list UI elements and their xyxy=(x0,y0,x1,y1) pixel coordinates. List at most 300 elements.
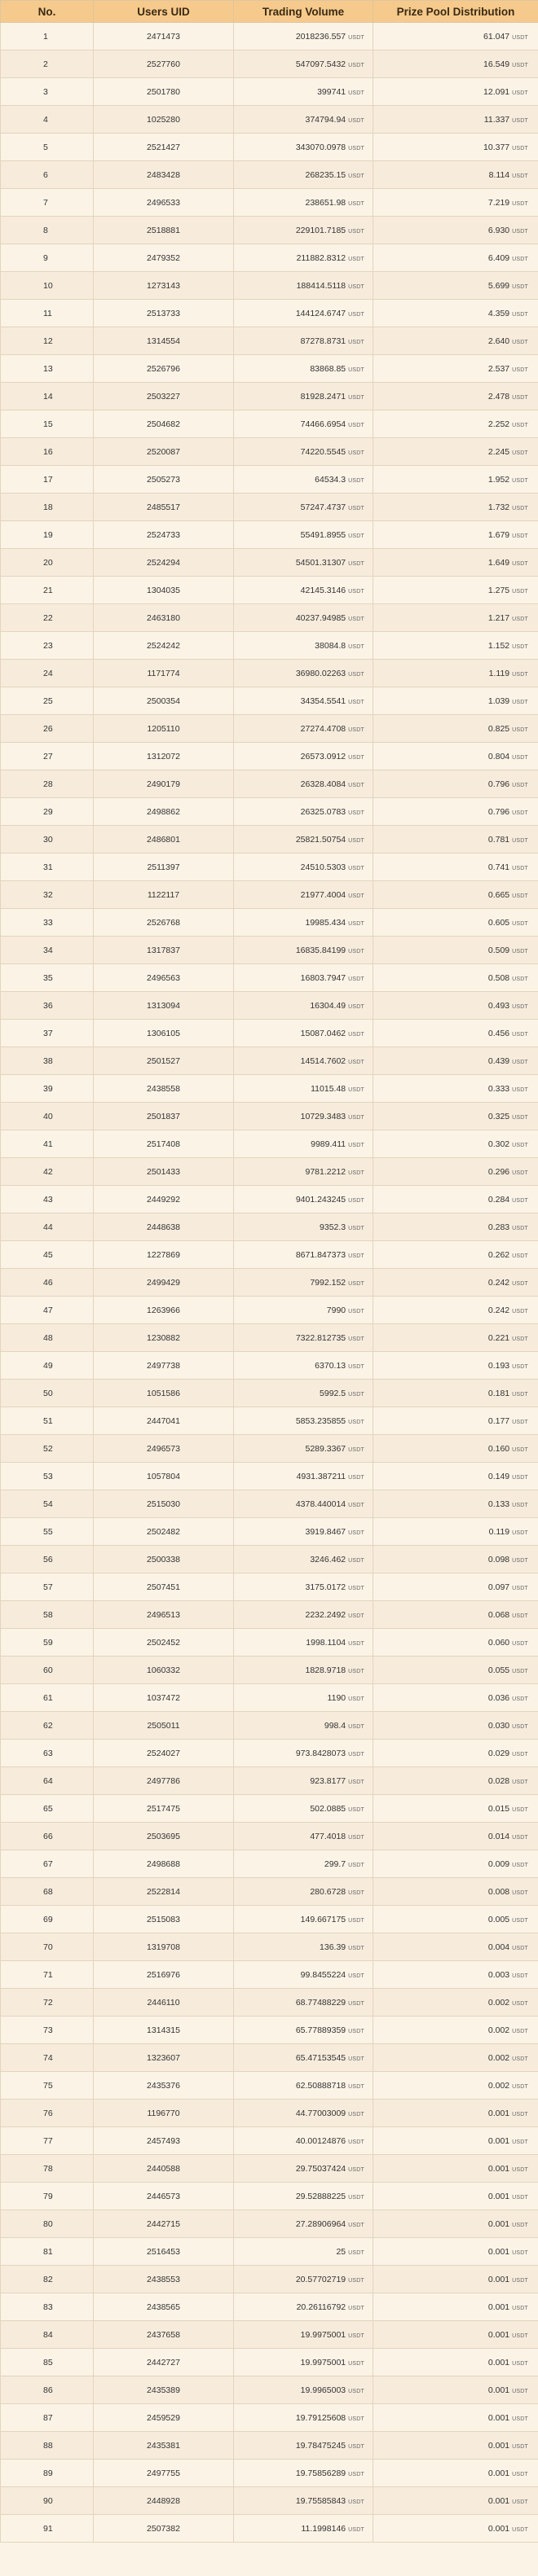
table-row xyxy=(1,1352,538,1380)
prize-value: 0.002 xyxy=(487,2052,510,2063)
rank-cell: 55 xyxy=(1,1518,94,1546)
prize-unit: USDT xyxy=(512,2166,528,2173)
table-row xyxy=(1,1518,538,1546)
uid-cell: 2471473 xyxy=(94,23,234,50)
trading-volume-unit: USDT xyxy=(348,810,364,816)
trading-volume-unit: USDT xyxy=(348,34,364,41)
uid-cell: 2501837 xyxy=(94,1103,234,1130)
uid-cell: 1171774 xyxy=(94,660,234,687)
prize-cell xyxy=(373,1324,538,1352)
trading-volume-cell xyxy=(234,1684,373,1712)
trading-volume-unit: USDT xyxy=(348,2416,364,2422)
table-body xyxy=(1,23,538,2543)
trading-volume-unit: USDT xyxy=(348,920,364,927)
table-row xyxy=(1,1463,538,1490)
header-users-uid: Users UID xyxy=(94,1,234,23)
rank-cell: 43 xyxy=(1,1186,94,1213)
prize-unit: USDT xyxy=(512,2443,528,2450)
rank-cell: 66 xyxy=(1,1823,94,1850)
trading-volume-value: 7990 xyxy=(326,1305,346,1315)
trading-volume-cell xyxy=(234,1213,373,1241)
prize-unit: USDT xyxy=(512,1419,528,1425)
uid-cell: 2503227 xyxy=(94,383,234,410)
prize-value: 1.217 xyxy=(487,612,510,623)
trading-volume-cell xyxy=(234,2155,373,2183)
table-row xyxy=(1,244,538,272)
trading-volume-cell xyxy=(234,632,373,660)
uid-cell: 2501433 xyxy=(94,1158,234,1186)
uid-cell: 2435381 xyxy=(94,2432,234,2460)
table-row xyxy=(1,577,538,604)
prize-unit: USDT xyxy=(512,616,528,622)
prize-value: 0.001 xyxy=(487,2440,510,2451)
trading-volume-cell xyxy=(234,2515,373,2543)
prize-cell xyxy=(373,1130,538,1158)
table-row xyxy=(1,2404,538,2432)
table-row xyxy=(1,2321,538,2349)
prize-value: 0.001 xyxy=(487,2218,510,2229)
table-row xyxy=(1,2210,538,2238)
prize-value: 0.508 xyxy=(487,972,510,983)
uid-cell: 2520087 xyxy=(94,438,234,466)
prize-unit: USDT xyxy=(512,1253,528,1259)
table-row xyxy=(1,1767,538,1795)
trading-volume-unit: USDT xyxy=(348,1640,364,1647)
prize-cell xyxy=(373,50,538,78)
table-row xyxy=(1,2376,538,2404)
rank-cell: 86 xyxy=(1,2376,94,2404)
prize-value: 0.262 xyxy=(487,1249,510,1260)
rank-cell: 53 xyxy=(1,1463,94,1490)
rank-cell: 8 xyxy=(1,217,94,244)
prize-cell xyxy=(373,632,538,660)
trading-volume-unit: USDT xyxy=(348,754,364,761)
trading-volume-unit: USDT xyxy=(348,1889,364,1896)
prize-unit: USDT xyxy=(512,976,528,982)
trading-volume-value: 299.7 xyxy=(324,1858,346,1869)
prize-unit: USDT xyxy=(512,145,528,151)
prize-cell xyxy=(373,1103,538,1130)
prize-cell xyxy=(373,2376,538,2404)
prize-unit: USDT xyxy=(512,90,528,96)
trading-volume-unit: USDT xyxy=(348,394,364,401)
prize-value: 0.008 xyxy=(487,1886,510,1897)
trading-volume-value: 38084.8 xyxy=(315,640,346,651)
uid-cell: 2505273 xyxy=(94,466,234,494)
table-row xyxy=(1,1020,538,1047)
table-row xyxy=(1,2349,538,2376)
uid-cell: 2448928 xyxy=(94,2487,234,2515)
trading-volume-unit: USDT xyxy=(348,1529,364,1536)
trading-volume-unit: USDT xyxy=(348,62,364,68)
trading-volume-cell xyxy=(234,2432,373,2460)
trading-volume-cell xyxy=(234,2183,373,2210)
uid-cell: 2496513 xyxy=(94,1601,234,1629)
prize-unit: USDT xyxy=(512,2083,528,2090)
prize-value: 8.114 xyxy=(488,169,510,180)
prize-value: 0.149 xyxy=(487,1471,510,1481)
table-row xyxy=(1,1989,538,2016)
rank-cell: 85 xyxy=(1,2349,94,2376)
table-row xyxy=(1,798,538,826)
prize-cell xyxy=(373,1546,538,1573)
uid-cell: 2496533 xyxy=(94,189,234,217)
uid-cell: 2479352 xyxy=(94,244,234,272)
prize-cell xyxy=(373,1601,538,1629)
trading-volume-value: 16835.84199 xyxy=(295,945,346,955)
trading-volume-value: 25821.50754 xyxy=(295,834,346,845)
prize-value: 0.097 xyxy=(487,1582,510,1592)
trading-volume-cell xyxy=(234,881,373,909)
trading-volume-unit: USDT xyxy=(348,1668,364,1674)
prize-unit: USDT xyxy=(512,1197,528,1204)
trading-volume-unit: USDT xyxy=(348,283,364,290)
rank-cell: 63 xyxy=(1,1740,94,1767)
uid-cell: 1317837 xyxy=(94,937,234,964)
table-row xyxy=(1,383,538,410)
prize-value: 0.160 xyxy=(487,1443,510,1454)
uid-cell: 2446110 xyxy=(94,1989,234,2016)
trading-volume-cell xyxy=(234,1463,373,1490)
prize-value: 2.537 xyxy=(487,363,510,374)
trading-volume-unit: USDT xyxy=(348,145,364,151)
table-row xyxy=(1,1213,538,1241)
uid-cell: 2438553 xyxy=(94,2266,234,2293)
uid-cell: 2498862 xyxy=(94,798,234,826)
prize-cell xyxy=(373,1767,538,1795)
trading-volume-cell xyxy=(234,1740,373,1767)
prize-cell xyxy=(373,2155,538,2183)
trading-volume-value: 9352.3 xyxy=(320,1222,346,1232)
trading-volume-value: 62.50888718 xyxy=(295,2080,346,2091)
rank-cell: 42 xyxy=(1,1158,94,1186)
rank-cell: 76 xyxy=(1,2100,94,2127)
trading-volume-unit: USDT xyxy=(348,2443,364,2450)
trading-volume-cell xyxy=(234,1601,373,1629)
rank-cell: 84 xyxy=(1,2321,94,2349)
prize-unit: USDT xyxy=(512,1446,528,1453)
table-row xyxy=(1,1407,538,1435)
trading-volume-value: 5289.3367 xyxy=(305,1443,346,1454)
trading-volume-unit: USDT xyxy=(348,671,364,678)
prize-value: 0.193 xyxy=(487,1360,510,1371)
trading-volume-unit: USDT xyxy=(348,2000,364,2007)
prize-cell xyxy=(373,521,538,549)
prize-unit: USDT xyxy=(512,643,528,650)
prize-cell xyxy=(373,1352,538,1380)
trading-volume-value: 36980.02263 xyxy=(295,668,346,678)
rank-cell: 20 xyxy=(1,549,94,577)
prize-cell xyxy=(373,1850,538,1878)
trading-volume-unit: USDT xyxy=(348,1557,364,1564)
trading-volume-cell xyxy=(234,798,373,826)
trading-volume-value: 5992.5 xyxy=(320,1388,346,1398)
prize-unit: USDT xyxy=(512,1059,528,1065)
table-row xyxy=(1,881,538,909)
rank-cell: 7 xyxy=(1,189,94,217)
trading-volume-value: 6370.13 xyxy=(315,1360,346,1371)
prize-unit: USDT xyxy=(512,256,528,262)
prize-cell xyxy=(373,2100,538,2127)
trading-volume-cell xyxy=(234,1047,373,1075)
prize-unit: USDT xyxy=(512,893,528,899)
trading-volume-cell xyxy=(234,1380,373,1407)
table-row xyxy=(1,1823,538,1850)
trading-volume-cell xyxy=(234,189,373,217)
uid-cell: 1230882 xyxy=(94,1324,234,1352)
prize-cell xyxy=(373,1629,538,1657)
rank-cell: 83 xyxy=(1,2293,94,2321)
prize-cell xyxy=(373,2404,538,2432)
trading-volume-value: 65.77889359 xyxy=(295,2025,346,2035)
trading-volume-value: 29.75037424 xyxy=(295,2163,346,2174)
rank-cell: 28 xyxy=(1,770,94,798)
prize-value: 0.001 xyxy=(487,2329,510,2340)
prize-value: 0.605 xyxy=(487,917,510,928)
rank-cell: 89 xyxy=(1,2460,94,2487)
trading-volume-value: 15087.0462 xyxy=(300,1028,346,1038)
rank-cell: 14 xyxy=(1,383,94,410)
trading-volume-cell xyxy=(234,134,373,161)
prize-unit: USDT xyxy=(512,754,528,761)
rank-cell: 78 xyxy=(1,2155,94,2183)
rank-cell: 57 xyxy=(1,1573,94,1601)
rank-cell: 9 xyxy=(1,244,94,272)
table-row xyxy=(1,50,538,78)
prize-unit: USDT xyxy=(512,1280,528,1287)
prize-value: 0.119 xyxy=(488,1526,510,1537)
prize-value: 16.549 xyxy=(483,59,510,69)
uid-cell: 2463180 xyxy=(94,604,234,632)
prize-cell xyxy=(373,1047,538,1075)
trading-volume-cell xyxy=(234,2376,373,2404)
prize-cell xyxy=(373,2127,538,2155)
rank-cell: 51 xyxy=(1,1407,94,1435)
prize-unit: USDT xyxy=(512,366,528,373)
prize-value: 6.930 xyxy=(487,225,510,235)
trading-volume-value: 2232.2492 xyxy=(305,1609,346,1620)
trading-volume-value: 973.8428073 xyxy=(295,1748,346,1758)
table-row xyxy=(1,217,538,244)
rank-cell: 61 xyxy=(1,1684,94,1712)
prize-cell xyxy=(373,1961,538,1989)
table-row xyxy=(1,1933,538,1961)
prize-unit: USDT xyxy=(512,1640,528,1647)
prize-unit: USDT xyxy=(512,422,528,428)
uid-cell: 2518881 xyxy=(94,217,234,244)
prize-cell xyxy=(373,2210,538,2238)
trading-volume-value: 19.9965003 xyxy=(300,2385,346,2395)
rank-cell: 12 xyxy=(1,327,94,355)
trading-volume-unit: USDT xyxy=(348,893,364,899)
prize-value: 0.456 xyxy=(487,1028,510,1038)
trading-volume-cell xyxy=(234,1435,373,1463)
prize-value: 0.014 xyxy=(487,1831,510,1841)
prize-unit: USDT xyxy=(512,533,528,539)
prize-cell xyxy=(373,1186,538,1213)
prize-value: 6.409 xyxy=(487,252,510,263)
prize-value: 0.242 xyxy=(487,1277,510,1288)
prize-unit: USDT xyxy=(512,1308,528,1314)
prize-cell xyxy=(373,1020,538,1047)
prize-value: 2.478 xyxy=(487,391,510,402)
trading-volume-value: 3246.462 xyxy=(310,1554,346,1564)
uid-cell: 1227869 xyxy=(94,1241,234,1269)
uid-cell: 2527760 xyxy=(94,50,234,78)
trading-volume-cell xyxy=(234,466,373,494)
table-row xyxy=(1,1795,538,1823)
trading-volume-unit: USDT xyxy=(348,339,364,345)
table-row xyxy=(1,23,538,50)
table-row xyxy=(1,438,538,466)
prize-cell xyxy=(373,2044,538,2072)
rank-cell: 67 xyxy=(1,1850,94,1878)
prize-unit: USDT xyxy=(512,311,528,318)
prize-unit: USDT xyxy=(512,2056,528,2062)
table-row xyxy=(1,770,538,798)
trading-volume-cell xyxy=(234,1324,373,1352)
rank-cell: 33 xyxy=(1,909,94,937)
prize-cell xyxy=(373,1657,538,1684)
trading-volume-cell xyxy=(234,577,373,604)
rank-cell: 5 xyxy=(1,134,94,161)
prize-cell xyxy=(373,660,538,687)
uid-cell: 1313094 xyxy=(94,992,234,1020)
rank-cell: 25 xyxy=(1,687,94,715)
prize-unit: USDT xyxy=(512,1751,528,1758)
trading-volume-value: 65.47153545 xyxy=(295,2052,346,2063)
prize-cell xyxy=(373,1684,538,1712)
table-row xyxy=(1,715,538,743)
table-row xyxy=(1,2044,538,2072)
prize-unit: USDT xyxy=(512,2277,528,2284)
table-row xyxy=(1,687,538,715)
trading-volume-cell xyxy=(234,2072,373,2100)
prize-value: 0.741 xyxy=(487,862,510,872)
trading-volume-cell xyxy=(234,383,373,410)
trading-volume-unit: USDT xyxy=(348,1031,364,1038)
prize-unit: USDT xyxy=(512,2499,528,2505)
trading-volume-unit: USDT xyxy=(348,1197,364,1204)
prize-cell xyxy=(373,1878,538,1906)
trading-volume-cell xyxy=(234,909,373,937)
prize-value: 11.337 xyxy=(483,114,510,125)
prize-unit: USDT xyxy=(512,865,528,871)
trading-volume-unit: USDT xyxy=(348,505,364,511)
trading-volume-cell xyxy=(234,1878,373,1906)
prize-value: 0.001 xyxy=(487,2357,510,2368)
prize-unit: USDT xyxy=(512,34,528,41)
uid-cell: 1312072 xyxy=(94,743,234,770)
uid-cell: 2448638 xyxy=(94,1213,234,1241)
prize-cell xyxy=(373,604,538,632)
trading-volume-cell xyxy=(234,1961,373,1989)
rank-cell: 64 xyxy=(1,1767,94,1795)
trading-volume-unit: USDT xyxy=(348,1806,364,1813)
trading-volume-cell xyxy=(234,1989,373,2016)
prize-value: 0.325 xyxy=(487,1111,510,1121)
prize-unit: USDT xyxy=(512,200,528,207)
trading-volume-cell xyxy=(234,826,373,854)
prize-cell xyxy=(373,1241,538,1269)
rank-cell: 36 xyxy=(1,992,94,1020)
prize-value: 0.781 xyxy=(487,834,510,845)
trading-volume-cell xyxy=(234,2349,373,2376)
trading-volume-value: 3175.0172 xyxy=(305,1582,346,1592)
prize-cell xyxy=(373,1380,538,1407)
uid-cell: 2446573 xyxy=(94,2183,234,2210)
trading-volume-cell xyxy=(234,1906,373,1933)
rank-cell: 32 xyxy=(1,881,94,909)
trading-volume-cell xyxy=(234,50,373,78)
trading-volume-unit: USDT xyxy=(348,311,364,318)
prize-unit: USDT xyxy=(512,837,528,844)
prize-cell xyxy=(373,327,538,355)
trading-volume-unit: USDT xyxy=(348,1086,364,1093)
trading-volume-cell xyxy=(234,743,373,770)
prize-unit: USDT xyxy=(512,810,528,816)
prize-cell xyxy=(373,2460,538,2487)
prize-cell xyxy=(373,355,538,383)
prize-unit: USDT xyxy=(512,1336,528,1342)
trading-volume-cell xyxy=(234,1407,373,1435)
rank-cell: 74 xyxy=(1,2044,94,2072)
trading-volume-cell xyxy=(234,300,373,327)
rank-cell: 16 xyxy=(1,438,94,466)
prize-unit: USDT xyxy=(512,588,528,595)
trading-volume-value: 87278.8731 xyxy=(300,336,346,346)
trading-volume-unit: USDT xyxy=(348,976,364,982)
table-header xyxy=(1,1,538,23)
prize-value: 0.509 xyxy=(487,945,510,955)
prize-value: 0.825 xyxy=(487,723,510,734)
uid-cell: 2526796 xyxy=(94,355,234,383)
trading-volume-cell xyxy=(234,604,373,632)
prize-value: 0.221 xyxy=(487,1332,510,1343)
table-row xyxy=(1,2487,538,2515)
prize-value: 0.002 xyxy=(487,1997,510,2008)
trading-volume-unit: USDT xyxy=(348,643,364,650)
trading-volume-value: 136.39 xyxy=(320,1942,346,1952)
prize-unit: USDT xyxy=(512,671,528,678)
trading-volume-value: 4931.387211 xyxy=(296,1471,346,1481)
prize-value: 1.649 xyxy=(487,557,510,568)
trading-volume-value: 11015.48 xyxy=(311,1083,346,1094)
trading-volume-cell xyxy=(234,1186,373,1213)
prize-value: 0.439 xyxy=(487,1055,510,1066)
uid-cell: 2496563 xyxy=(94,964,234,992)
uid-cell: 1263966 xyxy=(94,1297,234,1324)
trading-volume-value: 25 xyxy=(336,2246,346,2257)
prize-value: 2.245 xyxy=(487,446,510,457)
prize-cell xyxy=(373,106,538,134)
trading-volume-unit: USDT xyxy=(348,616,364,622)
trading-volume-value: 16304.49 xyxy=(310,1000,346,1011)
uid-cell: 2502482 xyxy=(94,1518,234,1546)
prize-value: 2.640 xyxy=(487,336,510,346)
trading-volume-value: 238651.98 xyxy=(305,197,346,208)
prize-value: 0.001 xyxy=(487,2246,510,2257)
trading-volume-unit: USDT xyxy=(348,1834,364,1841)
uid-cell: 2490179 xyxy=(94,770,234,798)
uid-cell: 2524733 xyxy=(94,521,234,549)
prize-cell xyxy=(373,78,538,106)
trading-volume-value: 268235.15 xyxy=(305,169,346,180)
table-row xyxy=(1,937,538,964)
trading-volume-value: 7992.152 xyxy=(310,1277,346,1288)
table-row xyxy=(1,2515,538,2543)
prize-cell xyxy=(373,1933,538,1961)
